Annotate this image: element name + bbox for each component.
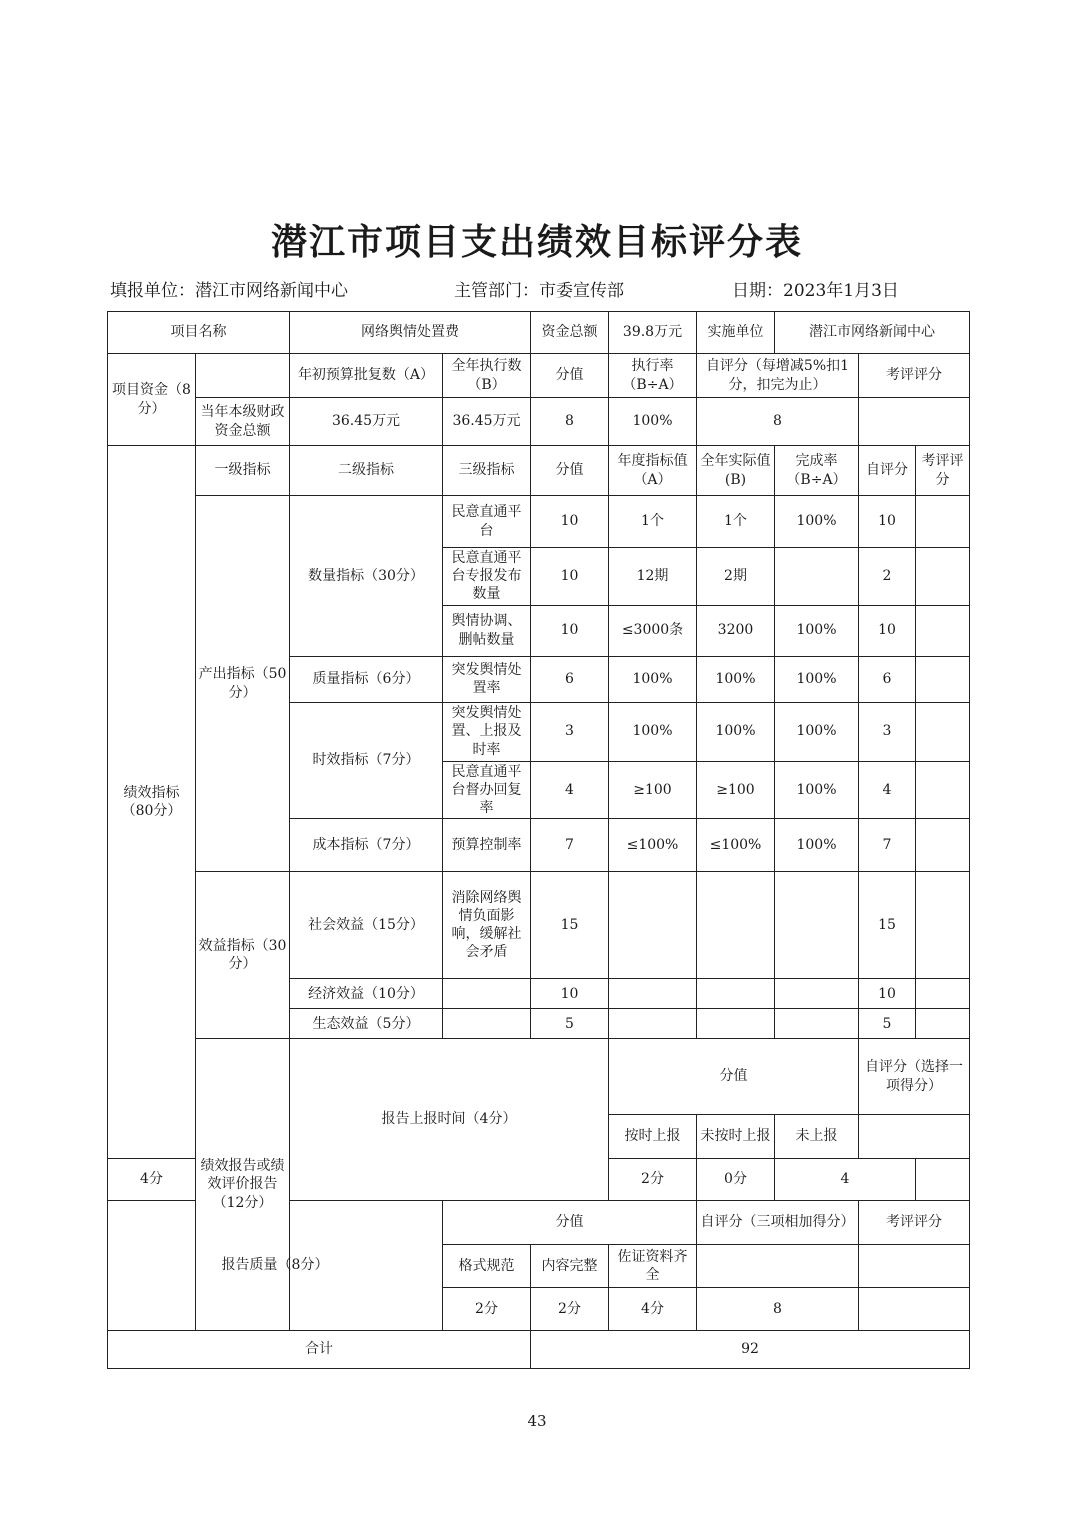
perf-score-header: 分值	[531, 446, 609, 496]
report-quality-review	[859, 1287, 970, 1330]
output-indicator-label: 产出指标（50分）	[196, 496, 290, 872]
indicator-review	[916, 702, 970, 761]
quantity-indicator-label: 数量指标（30分）	[290, 496, 443, 657]
social-benefit-label: 社会效益（15分）	[290, 872, 443, 979]
indicator-actual: ≥100	[697, 761, 775, 819]
funds-exec-header: 全年执行数（B）	[443, 354, 531, 398]
funds-label: 项目资金（8分）	[108, 354, 196, 446]
funds-score-header: 分值	[531, 354, 609, 398]
indicator-self: 10	[859, 496, 916, 548]
indicator-score: 10	[531, 548, 609, 606]
indicator-target	[609, 872, 697, 979]
indicator-actual: 100%	[697, 702, 775, 761]
perf-l2-header: 二级指标	[290, 446, 443, 496]
on-time-score: 4分	[108, 1158, 196, 1200]
indicator-actual	[697, 1009, 775, 1039]
perf-l1-header: 一级指标	[196, 446, 290, 496]
indicator-review	[916, 761, 970, 819]
report-quality-label: 报告质量（8分）	[108, 1200, 443, 1330]
quality-indicator-label: 质量指标（6分）	[290, 656, 443, 702]
funds-budget: 36.45万元	[290, 398, 443, 446]
funds-review	[859, 398, 970, 446]
indicator-rate: 100%	[775, 761, 859, 819]
report-quality-self-header: 自评分（三项相加得分）	[697, 1200, 859, 1244]
perf-rate-header: 完成率（B÷A）	[775, 446, 859, 496]
funds-self: 8	[697, 398, 859, 446]
project-row	[108, 312, 970, 354]
total-value: 92	[531, 1330, 970, 1368]
report-time-score-header: 分值	[609, 1039, 859, 1115]
l3-indicator: 突发舆情处置率	[443, 656, 531, 702]
indicator-target: 12期	[609, 548, 697, 606]
format-item: 格式规范	[443, 1244, 531, 1287]
indicator-target: ≥100	[609, 761, 697, 819]
not-reported-score: 0分	[697, 1158, 775, 1200]
content-item: 内容完整	[531, 1244, 609, 1287]
l3-indicator: 预算控制率	[443, 819, 531, 872]
indicator-review	[916, 496, 970, 548]
indicator-rate: 100%	[775, 656, 859, 702]
funds-budget-header: 年初预算批复数（A）	[290, 354, 443, 398]
report-label: 绩效报告或绩效评价报告（12分）	[196, 1039, 290, 1331]
indicator-actual: ≤100%	[697, 819, 775, 872]
l3-indicator: 民意直通平台督办回复率	[443, 761, 531, 819]
evidence-item: 佐证资料齐全	[609, 1244, 697, 1287]
l3-indicator	[443, 979, 531, 1009]
indicator-score: 4	[531, 761, 609, 819]
not-reported-option: 未上报	[775, 1114, 859, 1158]
indicator-self: 6	[859, 656, 916, 702]
indicator-review	[916, 819, 970, 872]
indicator-self: 15	[859, 872, 916, 979]
perf-review-header: 考评评分	[916, 446, 970, 496]
funds-rate: 100%	[609, 398, 697, 446]
funds-rate-header: 执行率（B÷A）	[609, 354, 697, 398]
indicator-rate: 100%	[775, 605, 859, 656]
indicator-self: 10	[859, 979, 916, 1009]
indicator-target: 100%	[609, 702, 697, 761]
time-indicator-label: 时效指标（7分）	[290, 702, 443, 819]
indicator-score: 10	[531, 979, 609, 1009]
late-option: 未按时上报	[697, 1114, 775, 1158]
l3-indicator	[443, 1009, 531, 1039]
benefit-indicator-label: 效益指标（30分）	[196, 872, 290, 1039]
indicator-actual: 100%	[697, 656, 775, 702]
indicator-self: 5	[859, 1009, 916, 1039]
score-table	[107, 311, 970, 1369]
format-score: 2分	[443, 1287, 531, 1330]
reporting-unit: 填报单位：潜江市网络新闻中心	[110, 281, 348, 301]
funds-empty-cell	[196, 354, 290, 398]
l3-indicator: 舆情协调、删帖数量	[443, 605, 531, 656]
indicator-rate	[775, 1009, 859, 1039]
project-name: 网络舆情处置费	[290, 312, 531, 354]
l3-indicator: 消除网络舆情负面影响，缓解社会矛盾	[443, 872, 531, 979]
report-time-label: 报告上报时间（4分）	[290, 1039, 609, 1201]
indicator-actual: 1个	[697, 496, 775, 548]
total-funds: 39.8万元	[609, 312, 697, 354]
indicator-score: 5	[531, 1009, 609, 1039]
l3-indicator: 民意直通平台专报发布数量	[443, 548, 531, 606]
late-score: 2分	[609, 1158, 697, 1200]
indicator-score: 10	[531, 605, 609, 656]
impl-unit: 潜江市网络新闻中心	[775, 312, 970, 354]
funds-score: 8	[531, 398, 609, 446]
report-time-self: 4	[775, 1158, 916, 1200]
eco-benefit-label: 生态效益（5分）	[290, 1009, 443, 1039]
indicator-target: ≤3000条	[609, 605, 697, 656]
indicator-target: 100%	[609, 656, 697, 702]
indicator-score: 7	[531, 819, 609, 872]
indicator-score: 10	[531, 496, 609, 548]
impl-unit-label: 实施单位	[697, 312, 775, 354]
report-time-header-row	[108, 1039, 970, 1115]
l3-indicator: 民意直通平台	[443, 496, 531, 548]
indicator-score: 3	[531, 702, 609, 761]
indicator-review	[916, 979, 970, 1009]
table-row	[108, 496, 970, 548]
funds-header-row	[108, 354, 970, 398]
indicator-review	[916, 548, 970, 606]
indicator-rate: 100%	[775, 496, 859, 548]
indicator-rate	[775, 979, 859, 1009]
indicator-self: 2	[859, 548, 916, 606]
indicator-actual: 2期	[697, 548, 775, 606]
indicator-target: 1个	[609, 496, 697, 548]
perf-label: 绩效指标（80分）	[108, 446, 196, 1159]
funds-self-header: 自评分（每增减5%扣1分，扣完为止）	[697, 354, 859, 398]
total-label: 合计	[108, 1330, 531, 1368]
indicator-score: 15	[531, 872, 609, 979]
indicator-score: 6	[531, 656, 609, 702]
indicator-self: 4	[859, 761, 916, 819]
indicator-self: 3	[859, 702, 916, 761]
report-time-self-header: 自评分（选择一项得分）	[859, 1039, 970, 1115]
total-funds-label: 资金总额	[531, 312, 609, 354]
perf-header-row	[108, 446, 970, 496]
indicator-target	[609, 1009, 697, 1039]
perf-self-header: 自评分	[859, 446, 916, 496]
funds-review-header: 考评评分	[859, 354, 970, 398]
table-row	[108, 872, 970, 979]
report-time-self-empty	[859, 1114, 970, 1158]
indicator-rate: 100%	[775, 702, 859, 761]
funds-row-label: 当年本级财政资金总额	[196, 398, 290, 446]
evidence-score: 4分	[609, 1287, 697, 1330]
perf-actual-header: 全年实际值(B)	[697, 446, 775, 496]
report-quality-self: 8	[697, 1287, 859, 1330]
on-time-option: 按时上报	[609, 1114, 697, 1158]
perf-l3-header: 三级指标	[443, 446, 531, 496]
project-name-label: 项目名称	[108, 312, 290, 354]
indicator-review	[916, 656, 970, 702]
indicator-target: ≤100%	[609, 819, 697, 872]
l3-indicator: 突发舆情处置、上报及时率	[443, 702, 531, 761]
indicator-review	[916, 872, 970, 979]
indicator-rate	[775, 548, 859, 606]
report-quality-score-header: 分值	[443, 1200, 697, 1244]
page-title: 潜江市项目支出绩效目标评分表	[270, 221, 803, 263]
page-number: 43	[527, 1412, 547, 1430]
funds-data-row	[108, 398, 970, 446]
total-row	[108, 1330, 970, 1368]
indicator-target	[609, 979, 697, 1009]
indicator-rate: 100%	[775, 819, 859, 872]
indicator-actual	[697, 872, 775, 979]
funds-exec: 36.45万元	[443, 398, 531, 446]
report-time-review	[916, 1158, 970, 1200]
indicator-review	[916, 605, 970, 656]
content-score: 2分	[531, 1287, 609, 1330]
economic-benefit-label: 经济效益（10分）	[290, 979, 443, 1009]
cost-indicator-label: 成本指标（7分）	[290, 819, 443, 872]
indicator-review	[916, 1009, 970, 1039]
indicator-actual	[697, 979, 775, 1009]
perf-target-header: 年度指标值（A）	[609, 446, 697, 496]
indicator-self: 10	[859, 605, 916, 656]
report-quality-review-header: 考评评分	[859, 1200, 970, 1244]
supervising-dept: 主管部门：市委宣传部	[454, 281, 624, 301]
indicator-rate	[775, 872, 859, 979]
report-quality-review-empty	[859, 1244, 970, 1287]
indicator-actual: 3200	[697, 605, 775, 656]
indicator-self: 7	[859, 819, 916, 872]
report-date: 日期：2023年1月3日	[732, 281, 899, 301]
report-quality-self-empty	[697, 1244, 859, 1287]
